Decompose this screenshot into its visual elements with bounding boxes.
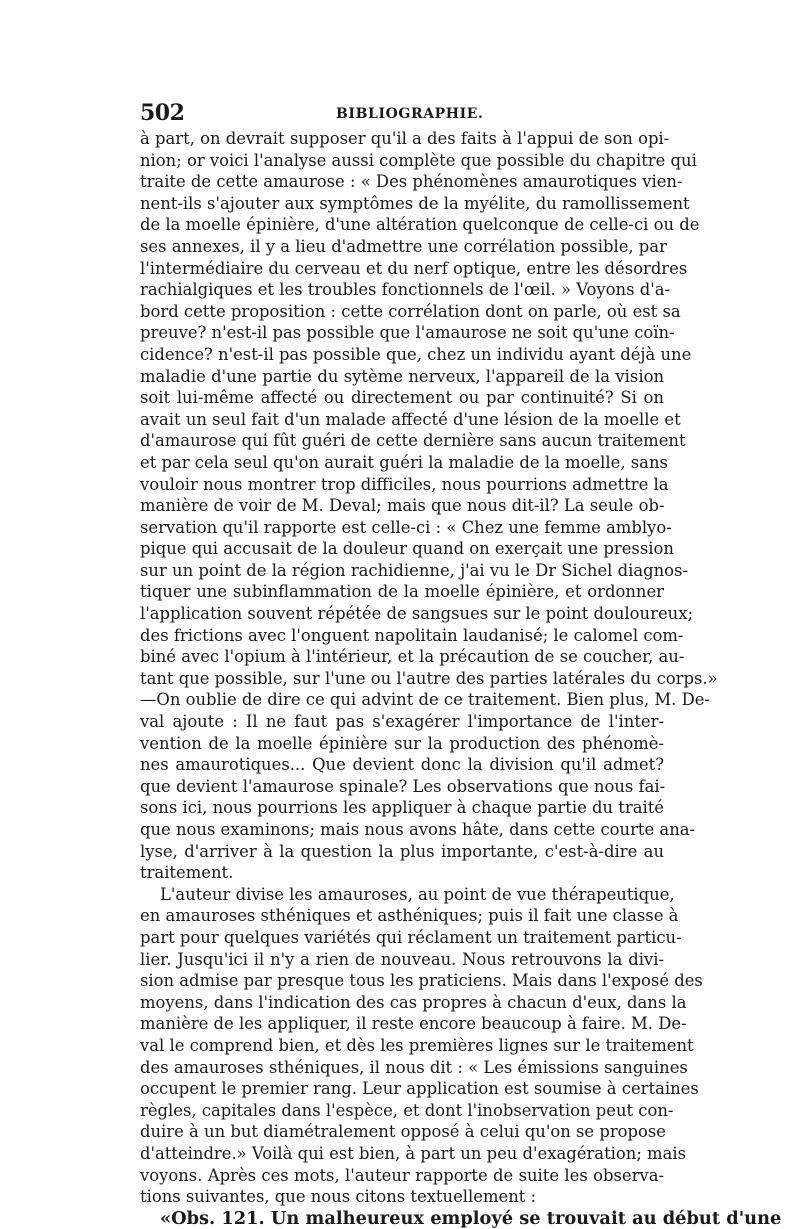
page-number: 502 [140, 100, 185, 126]
page-header [140, 100, 664, 130]
text-line: L'auteur divise les amauroses, au point de vue thérapeutique, [160, 884, 675, 904]
text-line: manière de les appliquer, il reste encore beaucoup à faire. M. De- [140, 1014, 687, 1034]
text-line: biné avec l'opium à l'intérieur, et la précaution de se coucher, au- [140, 647, 685, 667]
text-line: cidence? n'est-il pas possible que, chez un individu ayant déjà une [140, 344, 692, 364]
text-line: pique qui accusait de la douleur quand on exerçait une pression [140, 539, 674, 559]
text-line: et par cela seul qu'on aurait guéri la maladie de la moelle, sans [140, 452, 668, 472]
text-line: moyens, dans l'indication des cas propres à chacun d'eux, dans la [140, 992, 687, 1012]
text-line: val le comprend bien, et dès les premières lignes sur le traitement [140, 1035, 694, 1055]
text-line: vouloir nous montrer trop difficiles, nous pourrions admettre la [140, 474, 669, 494]
text-line: de la moelle épinière, d'une altération quelconque de celle-ci ou de [140, 215, 700, 235]
text-line: des frictions avec l'onguent napolitain laudanisé; le calomel com- [140, 625, 684, 645]
text-line: duire à un but diamétralement opposé à celui qu'on se propose [140, 1122, 666, 1142]
text-line: à part, on devrait supposer qu'il a des faits à l'appui de son opi- [140, 129, 670, 148]
text-line: sur un point de la région rachidienne, j'ai vu le Dr Sichel diagnos- [140, 560, 688, 580]
text-line: traite de cette amaurose : « Des phénomènes amaurotiques vien- [140, 172, 683, 192]
text-line: que nous examinons; mais nous avons hâte, dans cette courte ana- [140, 820, 696, 839]
text-line: des amauroses sthéniques, il nous dit : « Les émissions sanguines [140, 1057, 688, 1077]
text-line: que devient l'amaurose spinale? Les observations que nous fai- [140, 776, 666, 796]
text-line: tant que possible, sur l'une ou l'autre des parties latérales du corps.» [140, 668, 718, 688]
text-line: —On oublie de dire ce qui advint de ce traitement. Bien plus, M. De- [140, 690, 710, 710]
text-line: sion admise par presque tous les praticiens. Mais dans l'exposé des [140, 971, 703, 991]
text-line: «Obs. 121. Un malheureux employé se trouvait au début d'une [160, 1207, 782, 1229]
text-line: soit lui-même affecté ou directement ou par continuité? Si on [140, 388, 664, 408]
text-line: manière de voir de M. Deval; mais que nous dit-il? La seule ob- [140, 496, 665, 516]
text-line: d'atteindre.» Voilà qui est bien, à part un peu d'exagération; mais [140, 1143, 687, 1163]
text-line: d'amaurose qui fût guéri de cette dernière sans aucun traitement [140, 431, 686, 451]
text-line: maladie d'une partie du sytème nerveux, l'appareil de la vision [140, 366, 664, 386]
text-line: val ajoute : Il ne faut pas s'exagérer l'importance de l'inter- [140, 712, 664, 732]
text-line: servation qu'il rapporte est celle-ci : « Chez une femme amblyo- [140, 517, 672, 537]
text-line: lyse, d'arriver à la question la plus importante, c'est-à-dire au [140, 841, 664, 861]
text-line: voyons. Après ces mots, l'auteur rapporte de suite les observa- [140, 1165, 664, 1185]
text-line: avait un seul fait d'un malade affecté d'une lésion de la moelle et [140, 409, 681, 429]
text-line: nent-ils s'ajouter aux symptômes de la myélite, du ramollissement [140, 193, 690, 213]
text-line: vention de la moelle épinière sur la production des phénomè- [140, 733, 664, 753]
text-line: en amauroses sthéniques et asthéniques; puis il fait une classe à [140, 906, 679, 926]
text-line: bord cette proposition : cette corrélation dont on parle, où est sa [140, 301, 681, 321]
text-line: rachialgiques et les troubles fonctionnels de l'œil. » Voyons d'a- [140, 280, 671, 300]
text-line: nion; or voici l'analyse aussi complète que possible du chapitre qui [140, 150, 697, 170]
text-line: tiquer une subinflammation de la moelle épinière, et ordonner [140, 582, 664, 602]
text-line: règles, capitales dans l'espèce, et dont l'inobservation peut con- [140, 1100, 674, 1120]
text-line: part pour quelques variétés qui réclament un traitement particu- [140, 927, 682, 947]
text-line: preuve? n'est-il pas possible que l'amaurose ne soit qu'une coïn- [140, 323, 675, 343]
text-line: nes amaurotiques... Que devient donc la division qu'il admet? [140, 755, 664, 775]
text-line: occupent le premier rang. Leur application est soumise à certaines [140, 1079, 699, 1099]
text-line: ses annexes, il y a lieu d'admettre une corrélation possible, par [140, 236, 667, 256]
text-line: l'application souvent répétée de sangsues sur le point douloureux; [140, 604, 693, 624]
body-text [140, 128, 782, 1229]
text-line: lier. Jusqu'ici il n'y a rien de nouveau. Nous retrouvons la divi- [140, 949, 664, 969]
text-line: sons ici, nous pourrions les appliquer à chaque partie du traité [140, 798, 664, 818]
running-head: BIBLIOGRAPHIE. [336, 106, 484, 122]
text-line: tions suivantes, que nous citons textuellement : [140, 1187, 537, 1207]
text-line: traitement. [140, 863, 234, 883]
text-line: l'intermédiaire du cerveau et du nerf optique, entre les désordres [140, 258, 688, 278]
